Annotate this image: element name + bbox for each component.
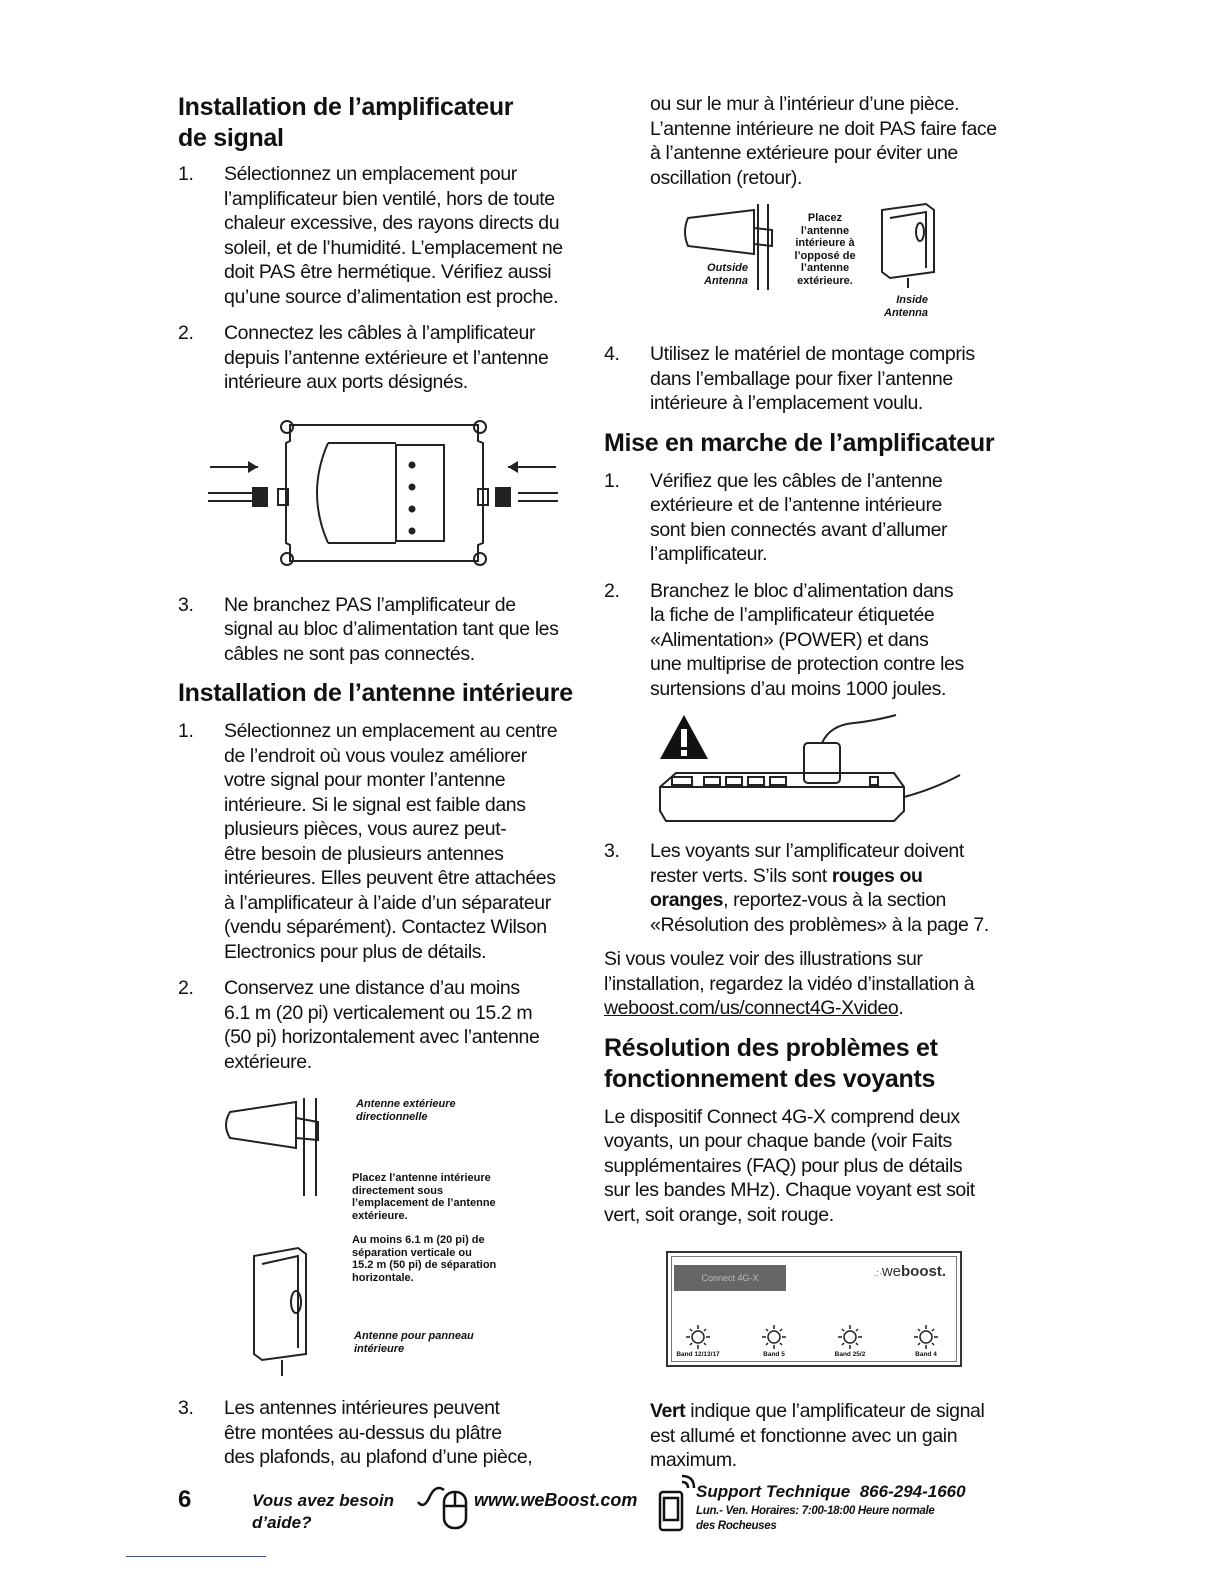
- caption-inside-antenna: Inside Antenna: [884, 294, 928, 319]
- page-footer: [0, 1470, 1224, 1550]
- led-panel-diagram: [666, 1251, 962, 1367]
- video-info: Si vous voulez voir des illustrations sur l’installation, regardez la vidéo d’installation à weboost.com/us/connect4G-Xvideo.: [604, 948, 975, 1019]
- led-indicators: [668, 1253, 960, 1365]
- section-title-troubleshooting: Résolution des problèmes et fonctionnement des voyants: [604, 1033, 938, 1093]
- band-label: Band 25/2: [834, 1351, 866, 1358]
- list-item: 2. Connectez les câbles à l’amplificateur depuis l’antenne extérieure et l’antenne intérieure aux ports désignés.: [178, 322, 549, 393]
- weboost-logo: .:·weboost.: [873, 1263, 946, 1280]
- help-text: Vous avez besoin d’aide?: [252, 1491, 395, 1532]
- band-label: Band 4: [915, 1351, 937, 1358]
- antenna-facing-diagram: [604, 202, 1024, 342]
- list-item: 4. Utilisez le matériel de montage compris dans l’emballage pour fixer l’antenne intérieure à l’emplacement voulu.: [604, 343, 975, 414]
- caption-separation-distance: Au moins 6.1 m (20 pi) de séparation verticale ou 15.2 m (50 pi) de séparation horizontale.: [352, 1234, 497, 1284]
- power-strip-diagram: [604, 711, 1024, 839]
- list-item: 3. Les voyants sur l’amplificateur doivent rester verts. S’ils sont rouges ou oranges, reportez-vous à la section «Résolution des problèmes» à la page 7.: [604, 840, 989, 936]
- title-line-1: Installation de l’amplificateur: [178, 93, 514, 121]
- power-on-steps-cont: [604, 839, 1024, 937]
- product-label: Connect 4G-X: [674, 1265, 786, 1291]
- amplifier-illustration: [178, 403, 588, 583]
- band-label: Band 12/13/17: [676, 1351, 720, 1358]
- list-item: 1. Vérifiez que les câbles de l’antenne extérieure et de l’antenne intérieure sont bien connectés avant d’allumer l’amplificateur.: [604, 469, 948, 565]
- list-item: 1. Sélectionnez un emplacement au centre de l’endroit où vous voulez améliorer votre signal pour monter l’antenne intérieure. Si le signal est faible dans plusieurs pièces, vous aurez peut- être besoin de plusieurs antennes intérieures. Elles peuvent être attachées à l’amplificateur à l’aide d’un séparateur (vendu séparément). Contactez Wilson Electronics pour plus de détails.: [178, 720, 558, 963]
- inside-antenna-steps-cont: [178, 1396, 588, 1470]
- list-item: 1. Sélectionnez un emplacement pour l’amplificateur bien ventilé, hors de toute chaleur excessive, des rayons directs du soleil, et de l’humidité. L’emplacement ne doit PAS être hermétique. Vérifiez aussi qu’une source d’alimentation est proche.: [178, 163, 563, 308]
- support-hours: Lun.- Ven. Horaires: 7:00-18:00 Heure normale des Rocheuses: [696, 1505, 935, 1532]
- caption-outdoor-antenna: Antenne extérieure directionnelle: [356, 1098, 456, 1123]
- antenna-separation-diagram: [178, 1078, 588, 1396]
- website-link[interactable]: www.weBoost.com: [474, 1490, 638, 1510]
- green-led-meaning: Vert indique que l’amplificateur de signal est allumé et fonctionne avec un gain maximum.: [650, 1400, 985, 1471]
- continued-text: ou sur le mur à l’intérieur d’une pièce. L’antenne intérieure ne doit PAS faire face à l’antenne extérieure pour éviter une oscillation (retour).: [650, 93, 997, 189]
- right-column: [604, 92, 1024, 1473]
- caption-panel-antenna: Antenne pour panneau intérieure: [354, 1330, 474, 1355]
- section-title-inside-antenna: Installation de l’antenne intérieure: [178, 679, 573, 707]
- list-item: 3. Ne branchez PAS l’amplificateur de signal au bloc d’alimentation tant que les câbles ne sont pas connectés.: [178, 593, 559, 665]
- section-title-booster-install: [178, 92, 588, 154]
- power-on-steps: [604, 469, 1024, 702]
- support-line: Support Technique 866-294-1660: [696, 1482, 966, 1501]
- troubleshooting-body: Le dispositif Connect 4G-X comprend deux voyants, un pour chaque bande (voir Faits supplémentaires (FAQ) pour plus de détails sur les bandes MHz). Chaque voyant est soit vert, soit orange, soit rouge.: [604, 1105, 975, 1226]
- list-item: 2. Branchez le bloc d’alimentation dans la fiche de l’amplificateur étiquetée «Alimentation» (POWER) et dans une multiprise de protection contre les surtensions d’au moins 1000 joules.: [604, 579, 964, 700]
- caption-place-inside-antenna: Placez l’antenne intérieure directement sous l’emplacement de l’antenne extérieure.: [352, 1172, 496, 1222]
- section-title-power-on: Mise en marche de l’amplificateur: [604, 428, 995, 457]
- amplifier-connection-diagram: [178, 403, 588, 593]
- caption-place-opposite: Placez l’antenne intérieure à l’opposé de l’antenne extérieure.: [794, 212, 856, 287]
- power-strip-illustration: [604, 711, 1024, 839]
- page-number: 6: [178, 1486, 192, 1513]
- video-link[interactable]: weboost.com/us/connect4G-Xvideo: [604, 997, 899, 1019]
- list-item: 2. Conservez une distance d’au moins 6.1 m (20 pi) verticalement ou 15.2 m (50 pi) horizontalement avec l’antenne extérieure.: [178, 977, 540, 1073]
- footer-divider: [126, 1556, 266, 1557]
- booster-install-steps-cont: [178, 593, 588, 667]
- title-line-2: de signal: [178, 124, 284, 152]
- caption-outside-antenna: Outside Antenna: [704, 262, 748, 287]
- band-label: Band 5: [763, 1351, 785, 1358]
- booster-install-steps: [178, 162, 588, 395]
- list-item: 3. Les antennes intérieures peuvent être montées au-dessus du plâtre des plafonds, au plafond d’une pièce,: [178, 1397, 533, 1468]
- phone-icon: [656, 1474, 696, 1534]
- mouse-icon: [414, 1480, 470, 1532]
- antenna-mount-step: [604, 342, 1024, 416]
- inside-antenna-steps: [178, 719, 588, 1074]
- left-column: [178, 92, 588, 1470]
